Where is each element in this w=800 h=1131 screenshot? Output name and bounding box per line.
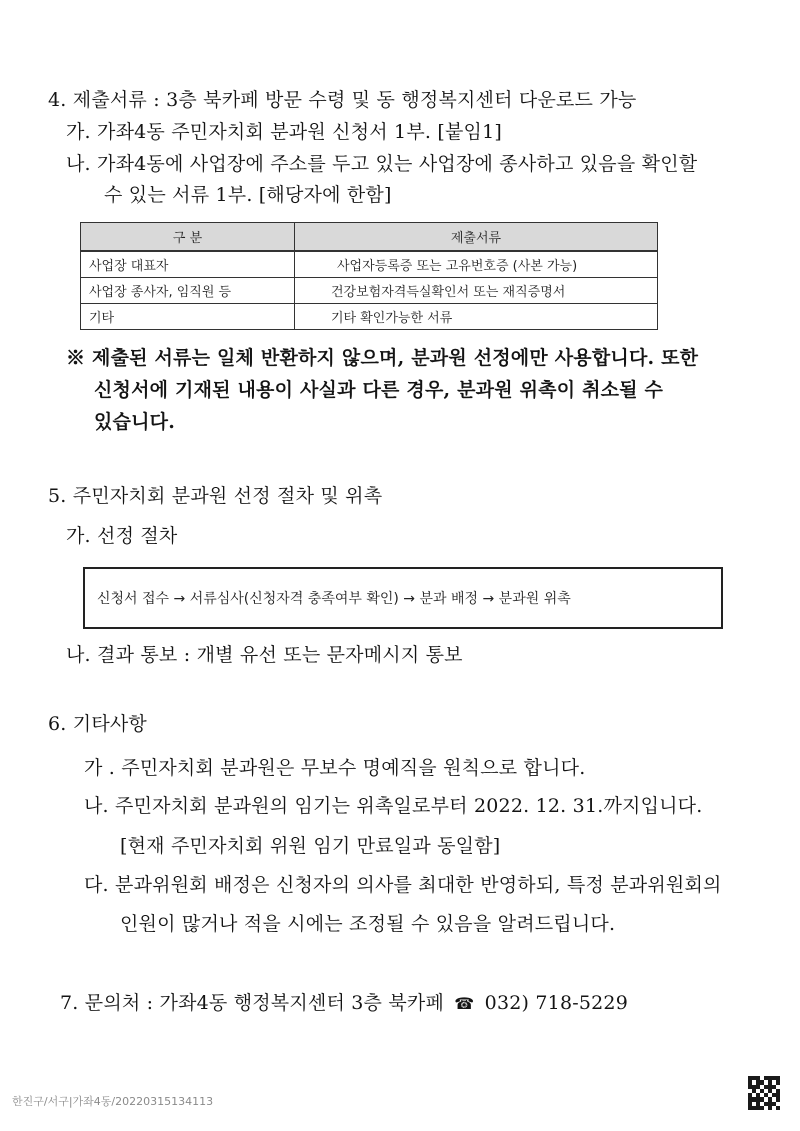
document-footer-meta: 한진구/서구|가좌4동/20220315134113	[12, 1095, 214, 1108]
section7-contact	[60, 991, 628, 1016]
table-row	[81, 251, 658, 278]
notice-line2: 신청서에 기재된 내용이 사실과 다른 경우, 분과원 위촉이 취소될 수	[94, 379, 664, 401]
section5-heading: 5. 주민자치회 분과원 선정 절차 및 위촉	[48, 485, 383, 507]
section5-item-na: 나. 결과 통보 : 개별 유선 또는 문자메시지 통보	[66, 644, 463, 666]
notice-line3: 있습니다.	[94, 411, 176, 433]
procedure-text: 신청서 접수 → 서류심사(신청자격 충족여부 확인) → 분과 배정 → 분과원 위촉	[97, 591, 571, 607]
section6-item-da-line1: 다. 분과위원회 배정은 신청자의 의사를 최대한 반영하되, 특정 분과위원회의	[84, 874, 722, 896]
documents-table	[80, 222, 658, 330]
section4-item-na-line2: 수 있는 서류 1부. [해당자에 한함]	[104, 184, 392, 206]
section4-item-ga: 가. 가좌4동 주민자치회 분과원 신청서 1부. [붙임1]	[66, 121, 502, 143]
table-row	[81, 278, 658, 304]
table-cell-documents: 기타 확인가능한 서류	[295, 304, 658, 330]
table-cell-category: 사업장 대표자	[81, 251, 295, 278]
section6-item-na-line2: [현재 주민자치회 위원 임기 만료일과 동일함]	[120, 835, 501, 857]
contact-phone: 032) 718-5229	[484, 992, 629, 1014]
contact-label: 7. 문의처 : 가좌4동 행정복지센터 3층 북카페	[60, 992, 445, 1014]
table-header-row	[81, 223, 658, 252]
table-header-documents: 제출서류	[295, 223, 658, 252]
section4-heading: 4. 제출서류 : 3층 북카페 방문 수령 및 동 행정복지센터 다운로드 가능	[48, 89, 637, 111]
table-cell-documents: 사업자등록증 또는 고유번호증 (사본 가능)	[295, 251, 658, 278]
notice-line1: ※ 제출된 서류는 일체 반환하지 않으며, 분과원 선정에만 사용합니다. 또한	[66, 347, 699, 369]
phone-icon: ☎	[454, 994, 475, 1013]
section6-item-na-line1: 나. 주민자치회 분과원의 임기는 위촉일로부터 2022. 12. 31.까지입니다.	[84, 795, 703, 817]
table-row	[81, 304, 658, 330]
qr-code-icon	[748, 1076, 780, 1110]
table-cell-category: 기타	[81, 304, 295, 330]
section5-item-ga: 가. 선정 절차	[66, 525, 178, 547]
section6-heading: 6. 기타사항	[48, 713, 147, 735]
table-header-category: 구 분	[81, 223, 295, 252]
section4-item-na-line1: 나. 가좌4동에 사업장에 주소를 두고 있는 사업장에 종사하고 있음을 확인할	[66, 153, 698, 175]
procedure-box	[83, 567, 723, 629]
table-cell-documents: 건강보험자격득실확인서 또는 재직증명서	[295, 278, 658, 304]
section6-item-ga: 가 . 주민자치회 분과원은 무보수 명예직을 원칙으로 합니다.	[84, 757, 586, 779]
table-cell-category: 사업장 종사자, 임직원 등	[81, 278, 295, 304]
section6-item-da-line2: 인원이 많거나 적을 시에는 조정될 수 있음을 알려드립니다.	[120, 913, 616, 935]
